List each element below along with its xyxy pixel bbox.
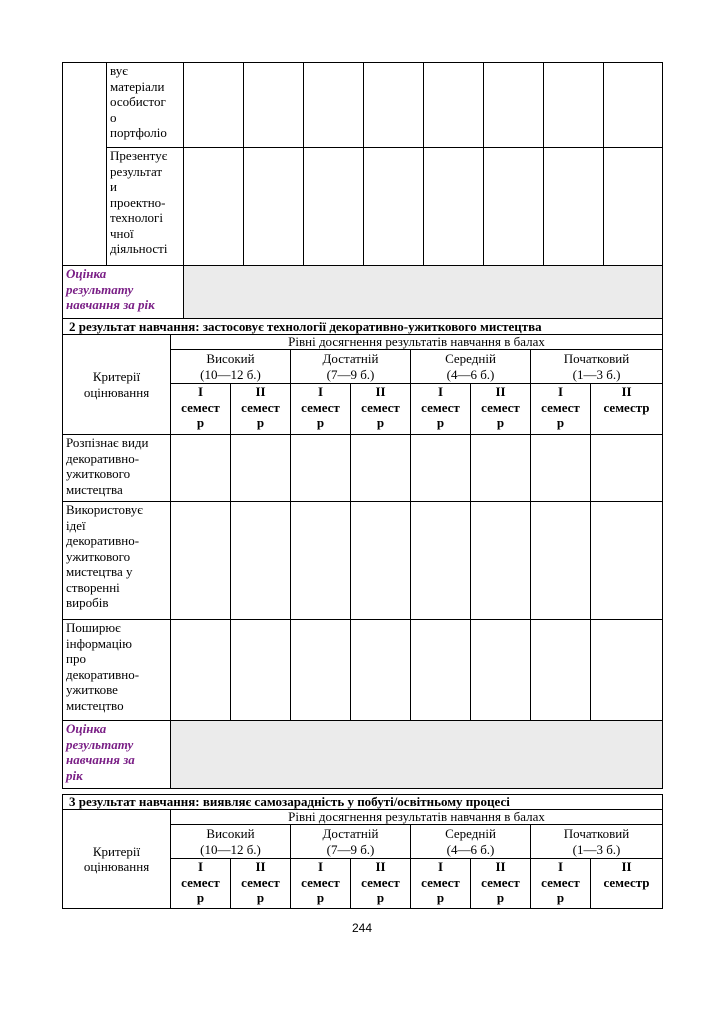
level-initial: Початковий (1—3 б.) [531,825,663,859]
evaluation-label: Оцінка результату навчання за рік [63,721,171,789]
criterion-cell: вує матеріали особистог о портфоліо [107,63,184,148]
criteria-header: Критерії оцінювання [63,335,171,435]
table-row [63,620,663,721]
evaluation-value[interactable] [171,721,663,789]
levels-caption: Рівні досягнення результатів навчання в балах [171,810,663,825]
section-title-row [63,319,663,335]
semester-cell: ІІ семест р [351,859,411,909]
table-result-2 [62,318,663,789]
level-high: Високий (10—12 б.) [171,350,291,384]
evaluation-row [63,721,663,789]
section-title: 3 результат навчання: виявляє самозарадність у побуті/освітньому процесі [63,795,663,810]
criterion-cell: Розпізнає види декоративно- ужиткового мистецтва [63,435,171,502]
table-row [63,502,663,620]
semester-cell: ІІ семестр [591,384,663,435]
section-title: 2 результат навчання: застосовує технології декоративно-ужиткового мистецтва [63,319,663,335]
semester-cell: І семест р [531,384,591,435]
level-medium: Середній (4—6 б.) [411,825,531,859]
level-sufficient: Достатній (7—9 б.) [291,350,411,384]
criteria-header: Критерії оцінювання [63,810,171,909]
level-medium: Середній (4—6 б.) [411,350,531,384]
level-high: Високий (10—12 б.) [171,825,291,859]
evaluation-value[interactable] [184,266,663,319]
semester-cell: ІІ семестр [591,859,663,909]
table-continuation [62,62,663,319]
semester-cell: ІІ семест р [471,859,531,909]
table-row [63,148,663,266]
semester-cell: І семест р [531,859,591,909]
page-number: 244 [351,921,373,935]
table-row [63,63,663,148]
semester-cell: ІІ семест р [471,384,531,435]
semester-cell: І семест р [171,384,231,435]
level-initial: Початковий (1—3 б.) [531,350,663,384]
semester-cell: І семест р [411,384,471,435]
semester-cell: І семест р [171,859,231,909]
level-sufficient: Достатній (7—9 б.) [291,825,411,859]
table-row [63,435,663,502]
evaluation-label: Оцінка результату навчання за рік [63,266,184,319]
section-title-row [63,795,663,810]
semester-cell: ІІ семест р [231,384,291,435]
evaluation-row [63,266,663,319]
semester-cell: ІІ семест р [351,384,411,435]
criterion-cell: Використовує ідеї декоративно- ужиткового мистецтва у створенні виробів [63,502,171,620]
semester-cell: І семест р [291,859,351,909]
semester-cell: І семест р [411,859,471,909]
levels-caption: Рівні досягнення результатів навчання в балах [171,335,663,350]
table-result-3 [62,794,663,909]
semester-cell: І семест р [291,384,351,435]
criterion-cell: Поширює інформацію про декоративно- ужиткове мистецтво [63,620,171,721]
semester-cell: ІІ семест р [231,859,291,909]
criterion-cell: Презентує результат и проектно- технологі чної діяльності [107,148,184,266]
